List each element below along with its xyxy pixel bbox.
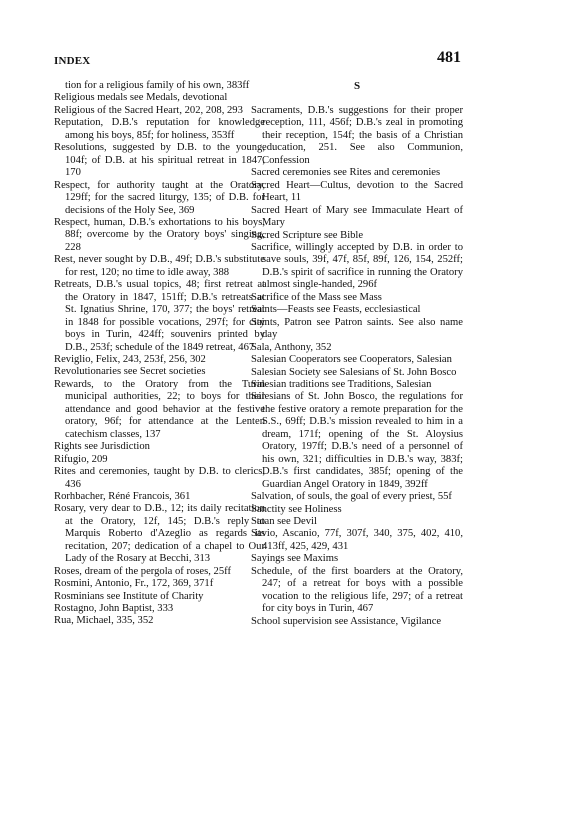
index-entry: Rewards, to the Oratory from the Turin municipal authorities, 22; to boys for their attendance and good behavior at the festive oratory, 96f; for attendance at the Lenten catechism classes, 137 (54, 378, 265, 440)
index-entry: Sacrifice of the Mass see Mass (251, 291, 382, 303)
index-entry: tion for a religious family of his own, 383ff (65, 80, 250, 91)
index-entry: Rifugio, 209 (54, 453, 108, 465)
index-entry: Revolutionaries see Secret societies (54, 366, 206, 378)
index-entry: Salesian traditions see Traditions, Salesian (251, 378, 432, 390)
index-entry: Rosminians see Institute of Charity (54, 590, 204, 602)
index-entry: Salesian Society see Salesians of St. John Bosco (251, 366, 457, 378)
index-entry: Rites and ceremonies, taught by D.B. to clerics, 436 (54, 466, 265, 490)
left-index-column (54, 80, 265, 628)
index-entry: Rest, never sought by D.B., 49f; D.B.'s substitute for rest, 120; no time to idle away, 388 (54, 254, 265, 278)
index-entry: Sayings see Maxims (251, 553, 339, 565)
index-entry: Sacred Heart—Cultus, devotion to the Sacred Heart, 11 (251, 179, 463, 204)
index-entry: School supervision see Assistance, Vigilance (251, 615, 442, 627)
index-entry: Rostagno, John Baptist, 333 (54, 603, 174, 615)
index-entry: Sala, Anthony, 352 (251, 341, 332, 353)
index-entry: Rua, Michael, 335, 352 (54, 615, 154, 627)
right-index-column (251, 80, 463, 628)
running-head-title: INDEX (54, 55, 91, 67)
index-entry: Religious medals see Medals, devotional (54, 92, 228, 104)
index-entry: Sacred Heart of Mary see Immaculate Heart of Mary (251, 204, 463, 229)
index-entry: Respect, for authority taught at the Oratory, 129ff; for the sacred liturgy, 135; of D.B. for decisions of the Holy See, 369 (54, 179, 265, 216)
index-entry: Sacred Scripture see Bible (251, 229, 364, 241)
section-letter-heading: S (353, 80, 361, 92)
index-entry: Sanctity see Holiness (251, 503, 342, 515)
index-entry: Salvation, of souls, the goal of every priest, 55f (251, 491, 452, 503)
index-entry: Saints, Patron see Patron saints. See also name day (251, 316, 463, 341)
index-entry: Savio, Ascanio, 77f, 307f, 340, 375, 402, 410, 413ff, 425, 429, 431 (251, 528, 463, 552)
index-entry: Sacraments, D.B.'s suggestions for their proper reception, 111, 456f; D.B.'s zeal in promoting their reception, 154f; the basis of a Christian education, 251. See also Communion, Confession (251, 105, 463, 166)
index-entry: Respect, human, D.B.'s exhortations to his boys, 88f; overcome by the Oratory boys' singing, 228 (54, 216, 265, 253)
index-entry: Rosmini, Antonio, Fr., 172, 369, 371f (54, 578, 214, 590)
index-entry: Sacrifice, willingly accepted by D.B. in order to save souls, 39f, 47f, 85f, 89f, 126, 154, 252ff; D.B.'s spirit of sacrifice in running the Oratory almost single-handed, 296f (251, 241, 463, 291)
index-entry: Schedule, of the first boarders at the Oratory, 247; of a retreat for boys with a possible vocation to the religious life, 297; of a retreat for city boys in Turin, 467 (251, 565, 463, 615)
index-entry: Roses, dream of the pergola of roses, 25ff (54, 565, 232, 577)
index-entry: Saints—Feasts see Feasts, ecclesiastical (251, 304, 421, 316)
index-entry: Resolutions, suggested by D.B. to the young, 104f; of D.B. at his spiritual retreat in 1847, 170 (54, 142, 265, 179)
index-entry: Retreats, D.B.'s usual topics, 48; first retreat at the Oratory in 1847, 151ff; D.B.'s retreats at St. Ignatius Shrine, 170, 377; the boys' retreat in 1848 for possible vocations, 297f; for city boys in Turin, 424ff; souvenirs printed by D.B., 253f; schedule of the 1849 retreat, 467 (54, 279, 265, 353)
index-entry: Rosary, very dear to D.B., 12; its daily recitation at the Oratory, 12f, 145; D.B.'s reply to Marquis Roberto d'Azeglio as regards its recitation, 207; dedication of a chapel to Our Lady of the Rosary at Becchi, 313 (54, 503, 265, 565)
page-number: 481 (437, 49, 461, 66)
index-entry: Salesians of St. John Bosco, the regulations for the festive oratory a remote preparation for the S.S., 69ff; D.B.'s mission revealed to him in a dream, 171f; opening of the St. Aloysius Oratory, 197ff; D.B.'s need of a personnel of his own, 321; difficulties in D.B.'s way, 383f; D.B.'s first candidates, 385f; opening of the Guardian Angel Oratory in 1849, 392ff (251, 391, 463, 490)
index-entry: Reputation, D.B.'s reputation for knowledge among his boys, 85f; for holiness, 353ff (54, 117, 265, 141)
index-entry: Salesian Cooperators see Cooperators, Salesian (251, 354, 452, 366)
index-entry: Satan see Devil (251, 515, 317, 527)
index-entry: Rorhbacher, Réné Francois, 361 (54, 490, 191, 502)
index-entry: Sacred ceremonies see Rites and ceremonies (251, 167, 441, 179)
index-entry: Religious of the Sacred Heart, 202, 208, 293 (54, 104, 243, 116)
index-entry: Reviglio, Felix, 243, 253f, 256, 302 (54, 353, 206, 365)
index-entry: Rights see Jurisdiction (54, 441, 150, 453)
